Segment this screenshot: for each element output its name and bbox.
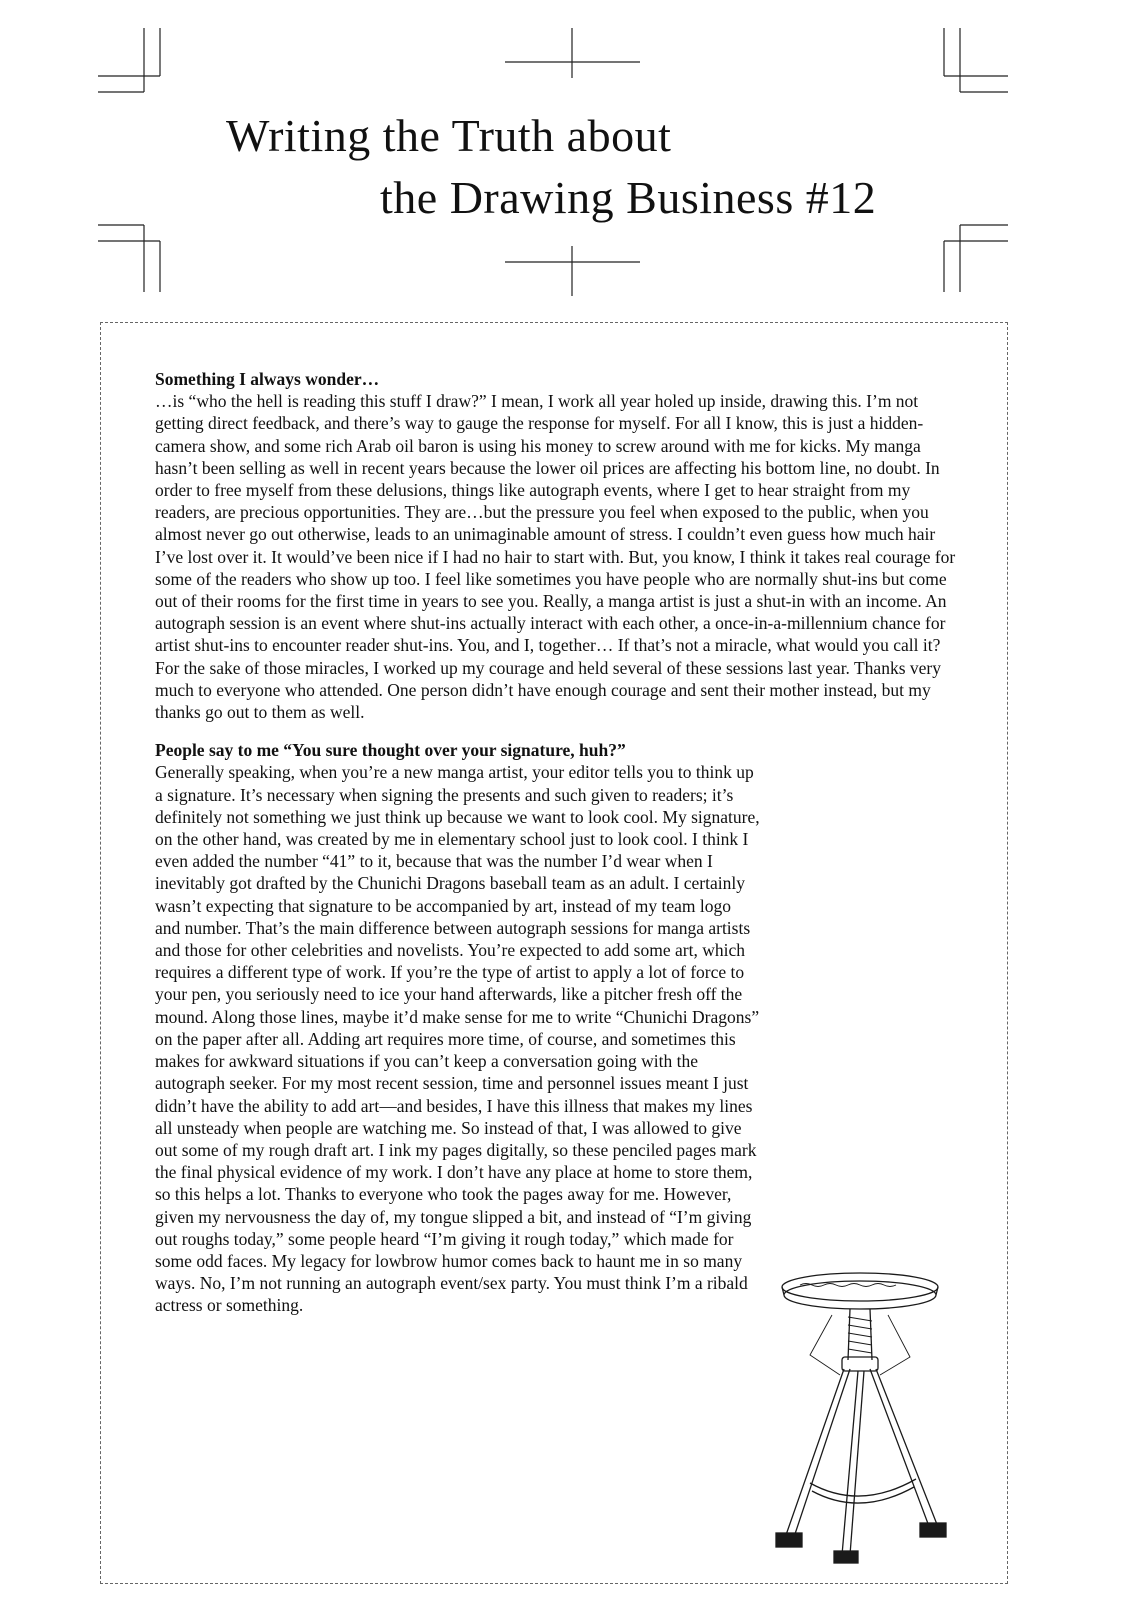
section-heading: People say to me “You sure thought over your signature, huh?”: [155, 740, 626, 761]
essay-body: [155, 368, 965, 1331]
page-title-line-1: Writing the Truth about: [226, 110, 672, 161]
page-title-line-2: the Drawing Business #12: [380, 172, 877, 223]
section-paragraph: Generally speaking, when you’re a new manga artist, your editor tells you to think up a signature. It’s necessary when signing the presents and such given to readers; it’s definitely not something we just think up because we want to look cool. My signature, on the other hand, was created by me in elementary school just to look cool. I think I even added the number “41” to it, because that was the number I’d wear when I inevitably got drafted by the Chunichi Dragons baseball team as an adult. I certainly wasn’t expecting that signature to be accompanied by art, instead of my team logo and number. That’s the main difference between autograph sessions for manga artists and those for other celebrities and novelists. You’re expected to add some art, which requires a different type of work. If you’re the type of artist to apply a lot of force to your pen, you seriously need to ice your hand afterwards, like a pitcher fresh off the mound. Along those lines, maybe it’d make sense for me to write “Chunichi Dragons” on the paper after all. Adding art requires more time, of course, and sometimes this makes for awkward situations if you can’t keep a conversation going with the autograph seeker. For my most recent session, time and personnel issues meant I just didn’t have the ability to add art—and besides, I have this illness that makes my lines all unsteady when people are watching me. So instead of that, I was allowed to give out some of my rough draft art. I ink my pages digitally, so these penciled pages mark the final physical evidence of my work. I don’t have any place at home to store them, so this helps a lot. Thanks to everyone who took the pages away for me. However, given my nervousness the day of, my tongue slipped a bit, and instead of “I’m giving out roughs today,” some people heard “I’m giving it rough today,” which made for some odd faces. My legacy for lowbrow humor comes back to haunt me in so many ways. No, I’m not running an autograph event/sex party. You must think I’m a ribald actress or something.: [155, 762, 760, 1316]
section-heading: Something I always wonder…: [155, 369, 380, 389]
stool-illustration: [770, 1265, 950, 1565]
section-paragraph: …is “who the hell is reading this stuff I draw?” I mean, I work all year holed up inside, drawing this. I’m not getting direct feedback, and there’s way to gauge the response for myself. For all I know, this is just a hidden-camera show, and some rich Arab oil baron is using his money to screw around with me for kicks. My manga hasn’t been selling as well in recent years because the lower oil prices are affecting his bottom line, no doubt. In order to free myself from these delusions, things like autograph events, where I get to hear straight from my readers, are precious opportunities. They are…but the pressure you feel when exposed to the public, when you almost never go out otherwise, leads to an unimaginable amount of stress. I couldn’t even guess how much hair I’ve lost over it. It would’ve been nice if I had no hair to start with. But, you know, I think it takes real courage for some of the readers who show up too. I feel like sometimes you have people who are normally shut-ins but come out of their rooms for the first time in years to see you. Really, a manga artist is just a shut-in with an income. An autograph session is an event where shut-ins actually interact with each other, a once-in-a-millennium chance for artist shut-ins to encounter reader shut-ins. You, and I, together… If that’s not a miracle, what would you call it? For the sake of those miracles, I worked up my courage and held several of these sessions last year. Thanks very much to everyone who attended. One person didn’t have enough courage and sent their mother instead, but my thanks go out to them as well.: [155, 391, 956, 723]
